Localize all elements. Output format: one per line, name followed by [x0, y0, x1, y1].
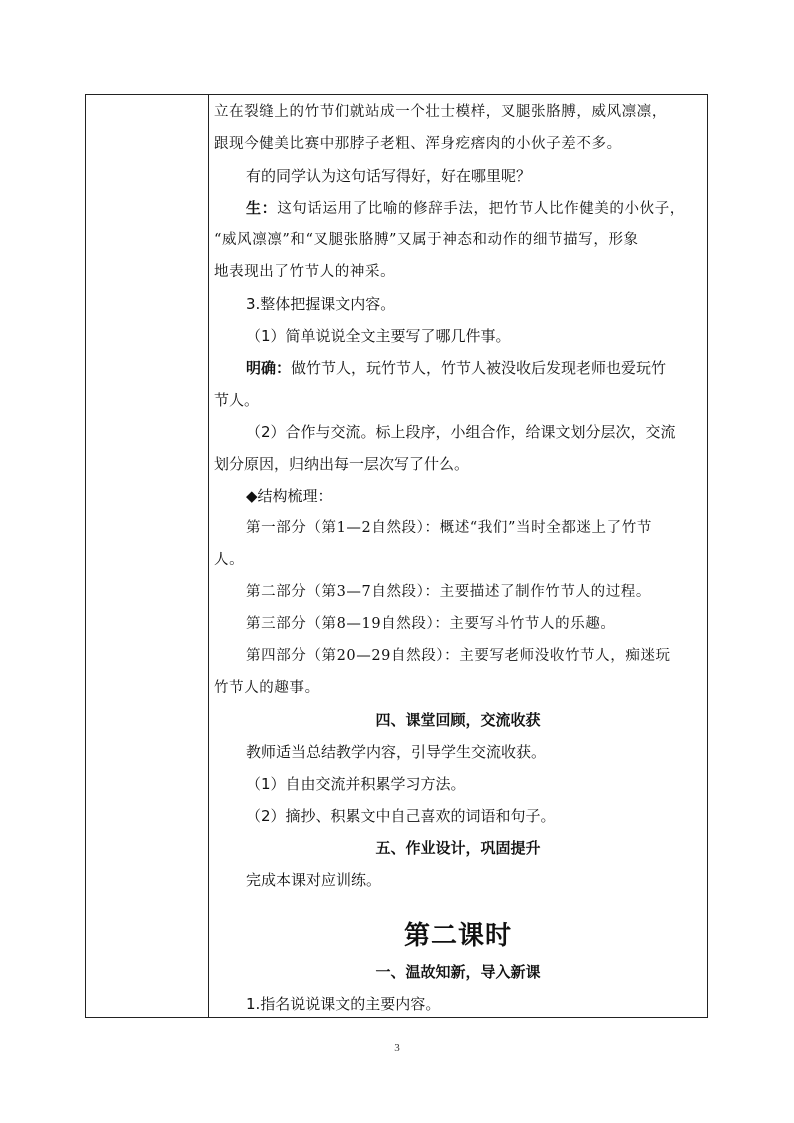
- text-line: 完成本课对应训练。: [246, 871, 382, 889]
- content-cell: [209, 95, 707, 1017]
- page-number: 3: [394, 1042, 400, 1054]
- text-line: （2）摘抄、积累文中自己喜欢的词语和句子。: [246, 807, 556, 825]
- text-line: [246, 198, 685, 219]
- text-line: 竹节人的趣事。: [214, 680, 320, 696]
- student-label: 生：: [246, 199, 278, 217]
- text-line: 第四部分（第20—29自然段）：主要写老师没收竹节人，痴迷玩: [246, 648, 671, 664]
- text-line: （1）简单说说全文主要写了哪几件事。: [246, 327, 511, 345]
- lesson-title: 第二课时: [403, 921, 512, 951]
- answer-label: 明确：: [246, 359, 292, 377]
- text-line: 第二部分（第3—7自然段）：主要描述了制作竹节人的过程。: [246, 584, 651, 600]
- section-heading: 四、课堂回顾，交流收获: [375, 711, 541, 729]
- lesson-plan-table: [85, 94, 708, 1018]
- text-line: 1.指名说说课文的主要内容。: [246, 995, 441, 1013]
- text-line: 地表现出了竹节人的神采。: [214, 264, 396, 280]
- text-span: 这句话运用了比喻的修辞手法，把竹节人比作健美的小伙子，: [277, 201, 685, 217]
- text-line: 立在裂缝上的竹节们就站成一个壮士模样，叉腿张胳膊，威风凛凛，: [214, 104, 667, 120]
- text-line: 跟现今健美比赛中那脖子老粗、浑身疙瘩肉的小伙子差不多。: [214, 136, 622, 152]
- text-line: 人。: [214, 552, 245, 568]
- text-line: 第一部分（第1—2自然段）：概述“我们”当时全都迷上了竹节: [246, 520, 652, 536]
- text-span: 做竹节人，玩竹节人，竹节人被没收后发现老师也爱玩竹: [291, 359, 667, 377]
- text-line: [246, 358, 666, 378]
- text-line: （1）自由交流并积累学习方法。: [246, 775, 466, 793]
- text-line: 第三部分（第8—19自然段）：主要写斗竹节人的乐趣。: [246, 616, 616, 632]
- text-line: 划分原因，归纳出每一层次写了什么。: [214, 455, 470, 473]
- section-heading: 一、温故知新，导入新课: [375, 963, 541, 981]
- text-line: 3.整体把握课文内容。: [246, 295, 396, 313]
- text-line: 教师适当总结教学内容，引导学生交流收获。: [246, 743, 547, 761]
- section-heading: 五、作业设计，巩固提升: [375, 839, 541, 857]
- text-line: （2）合作与交流。标上段序，小组合作，给课文划分层次，交流: [246, 423, 676, 441]
- text-line: “威风凛凛”和“叉腿张胳膊”又属于神态和动作的细节描写，形象: [214, 232, 639, 248]
- text-line: 节人。: [214, 391, 260, 409]
- text-line: 有的同学认为这句话写得好，好在哪里呢？: [246, 167, 532, 185]
- text-line: ◆结构梳理：: [246, 487, 333, 505]
